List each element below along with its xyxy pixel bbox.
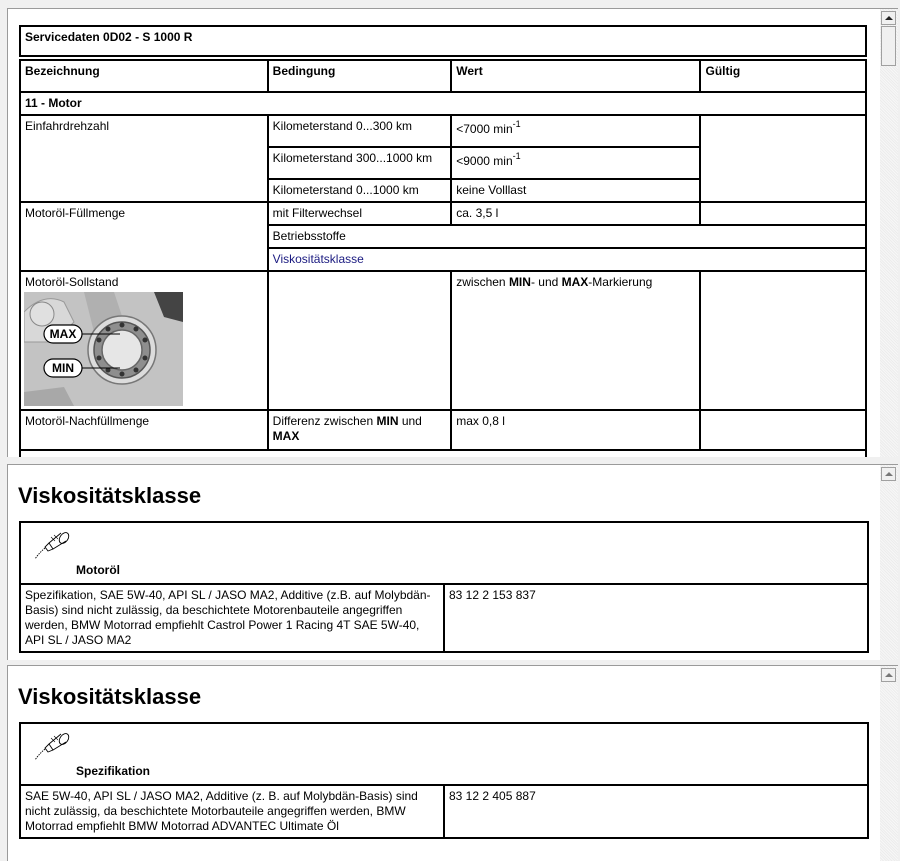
- vertical-scrollbar[interactable]: [880, 9, 898, 457]
- condition-text: Differenz zwischen: [272, 414, 377, 428]
- table-row: [20, 410, 866, 450]
- service-title: Servicedaten 0D02 - S 1000 R: [20, 26, 866, 56]
- value-cell: [451, 147, 700, 179]
- condition-cell: mit Filterwechsel: [268, 202, 452, 225]
- unit-exponent: -1: [512, 151, 521, 161]
- betriebsstoffe-cell: Betriebsstoffe: [268, 225, 866, 248]
- row-name-einfahrdrehzahl: Einfahrdrehzahl: [20, 115, 268, 202]
- value-text: - und: [530, 275, 562, 289]
- table-header-row: [20, 60, 866, 92]
- col-header-bedingung: Bedingung: [268, 60, 452, 92]
- condition-cell: Kilometerstand 300...1000 km: [268, 147, 452, 179]
- table-row: [20, 723, 868, 785]
- spec-description: SAE 5W-40, API SL / JASO MA2, Additive (z. B. auf Molybdän-Basis) sind nicht zulässig, da beschichtete Motorbauteile angegriffen werden, BMW Motorrad empfiehlt BMW Motorrad ADVANTEC Ultimate Öl: [20, 785, 444, 838]
- arrow-up-icon: [885, 16, 893, 20]
- part-number: 83 12 2 153 837: [444, 584, 868, 652]
- row-name-fuellmenge: Motoröl-Füllmenge: [20, 202, 268, 271]
- table-row: [20, 115, 866, 147]
- spec-description: Spezifikation, SAE 5W-40, API SL / JASO MA2, Additive (z.B. auf Molybdän-Basis) sind nicht zulässig, da beschichtete Motorenbauteile angegriffen werden, BMW Motorrad empfiehlt Castrol Power 1 Racing 4T SAE 5W-40, API SL / JASO MA2: [20, 584, 444, 652]
- service-data-table: [19, 59, 867, 457]
- icon-cell: [20, 522, 868, 584]
- vertical-scrollbar[interactable]: [880, 666, 898, 861]
- oil-level-sight-glass-image: [24, 292, 183, 406]
- oil-type-label: Spezifikation: [76, 764, 151, 778]
- valid-cell: [700, 202, 866, 225]
- viscosity-heading: Viskositätsklasse: [18, 483, 202, 508]
- table-row: [20, 522, 868, 584]
- viskositaetsklasse-link-cell: [268, 248, 866, 271]
- valid-cell: [700, 410, 866, 450]
- part-number: 83 12 2 405 887: [444, 785, 868, 838]
- value-text: -Markierung: [588, 275, 653, 289]
- value-cell: ca. 3,5 l: [451, 202, 700, 225]
- service-data-panel: [7, 8, 898, 457]
- oil-can-icon: [31, 531, 73, 563]
- viskositaetsklasse-link[interactable]: Viskositätsklasse: [272, 252, 364, 266]
- vertical-scrollbar[interactable]: [880, 465, 898, 660]
- viscosity-panel-spezifikation: [7, 665, 898, 861]
- row-name-sollstand: [20, 271, 268, 410]
- table-row: [20, 584, 868, 652]
- service-data-content: [8, 9, 880, 457]
- unit-exponent: -1: [512, 119, 521, 129]
- value-cell: [451, 271, 700, 410]
- condition-cell: [268, 410, 452, 450]
- group-row: [20, 92, 866, 115]
- table-row: [20, 785, 868, 838]
- viscosity-heading: Viskositätsklasse: [18, 684, 202, 709]
- row-name-nachfuellmenge: Motoröl-Nachfüllmenge: [20, 410, 268, 450]
- oil-can-icon: [31, 732, 73, 764]
- viscosity-content: [8, 465, 880, 660]
- col-header-bezeichnung: Bezeichnung: [20, 60, 268, 92]
- icon-cell: [20, 723, 868, 785]
- scroll-up-button[interactable]: [881, 11, 896, 25]
- next-row-cell: [20, 450, 866, 457]
- viscosity-panel-motoroel: [7, 464, 898, 660]
- condition-cell: [268, 271, 452, 410]
- min-marker-label: MIN: [52, 361, 74, 375]
- scroll-up-button[interactable]: [881, 668, 896, 682]
- oil-type-label: Motoröl: [76, 563, 120, 577]
- value-cell: keine Volllast: [451, 179, 700, 202]
- group-label: 11 - Motor: [20, 92, 866, 115]
- condition-bold-min: MIN: [376, 414, 399, 428]
- value-text: <9000 min: [456, 154, 513, 168]
- value-cell: max 0,8 l: [451, 410, 700, 450]
- condition-cell: Kilometerstand 0...1000 km: [268, 179, 452, 202]
- arrow-up-icon: [885, 472, 893, 476]
- scrollbar-thumb[interactable]: [881, 26, 896, 66]
- valid-cell: [700, 115, 866, 202]
- col-header-gueltig: Gültig: [700, 60, 866, 92]
- table-row: [20, 450, 866, 457]
- viscosity-content: [8, 666, 880, 861]
- col-header-wert: Wert: [451, 60, 700, 92]
- condition-bold-max: MAX: [272, 429, 300, 443]
- table-row: [20, 271, 866, 410]
- viscosity-table: [19, 521, 869, 653]
- max-marker-label: MAX: [49, 327, 77, 341]
- value-text: <7000 min: [456, 122, 513, 136]
- value-bold-min: MIN: [508, 275, 531, 289]
- arrow-up-icon: [885, 673, 893, 677]
- scroll-up-button[interactable]: [881, 467, 896, 481]
- value-bold-max: MAX: [561, 275, 589, 289]
- condition-cell: Kilometerstand 0...300 km: [268, 115, 452, 147]
- valid-cell: [700, 271, 866, 410]
- value-cell: [451, 115, 700, 147]
- value-text: zwischen: [456, 275, 509, 289]
- sollstand-label: Motoröl-Sollstand: [25, 275, 119, 289]
- table-row: [20, 202, 866, 225]
- viscosity-table: [19, 722, 869, 839]
- service-title-table: [19, 25, 867, 57]
- condition-text: und: [398, 414, 422, 428]
